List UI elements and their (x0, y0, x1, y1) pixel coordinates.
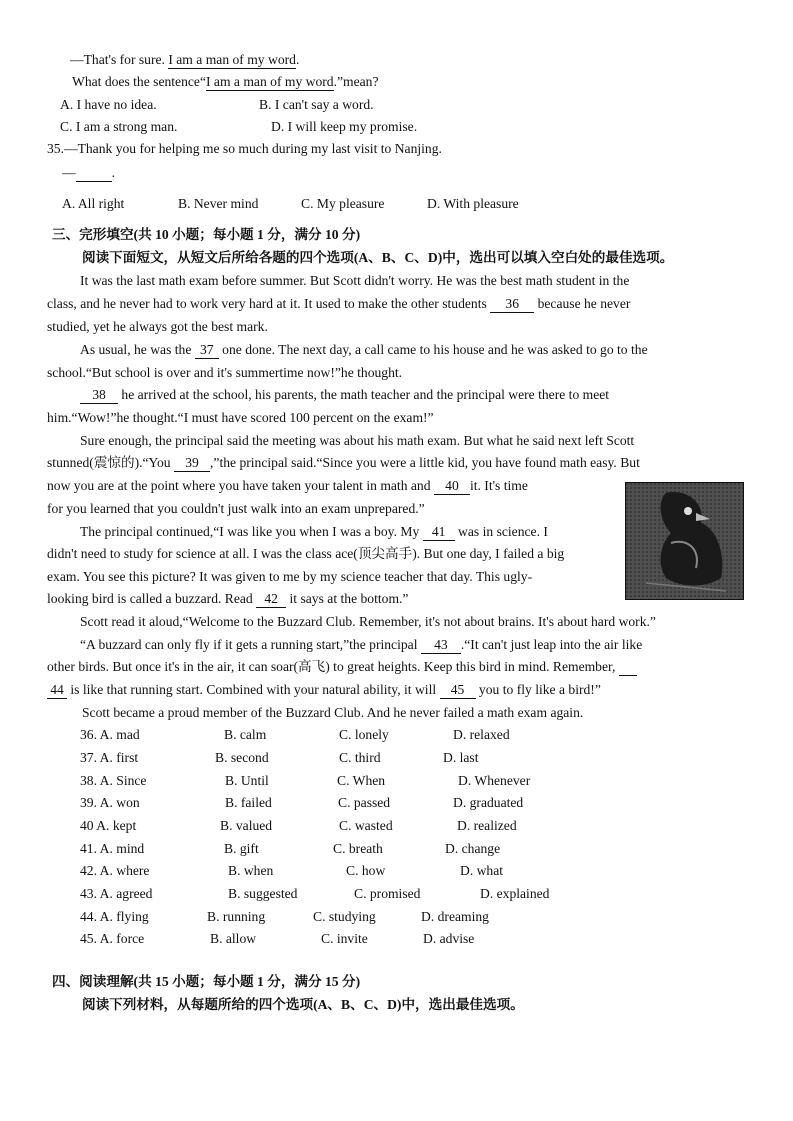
q35-reply: — . (62, 165, 115, 180)
blank-44-start (619, 659, 637, 676)
choice-option: C. wasted (339, 818, 393, 833)
choice-option: B. failed (225, 795, 272, 810)
blank-39: 39 (174, 455, 210, 472)
choice-option: 36. A. mad (80, 727, 140, 742)
choice-option: B. gift (224, 841, 259, 856)
choice-option: 44. A. flying (80, 909, 149, 924)
choice-option: 41. A. mind (80, 841, 145, 856)
choice-option: 43. A. agreed (80, 886, 153, 901)
choice-option: 37. A. first (80, 750, 139, 765)
choice-option: D. dreaming (421, 909, 489, 924)
passage-line: didn't need to study for science at all. I was the class ace(顶尖高手). But one day, I failed a big (47, 546, 565, 561)
choice-option: B. Until (225, 773, 269, 788)
choice-option: D. last (443, 750, 479, 765)
passage-line: exam. You see this picture? It was given to me by my science teacher that day. This ugly- (47, 569, 533, 584)
passage-line: 38 he arrived at the school, his parents, the math teacher and the principal were there to meet (80, 386, 609, 404)
choice-option: 40 A. kept (80, 818, 137, 833)
blank-38: 38 (80, 387, 118, 404)
choice-option: B. valued (220, 818, 273, 833)
choice-option: C. how (346, 863, 386, 878)
buzzard-icon (626, 483, 743, 599)
choice-option: B. when (228, 863, 274, 878)
passage-line: school.“But school is over and it's summertime now!”he thought. (47, 365, 403, 380)
blank-45: 45 (440, 682, 476, 699)
q34-option-b: B. I can't say a word. (259, 97, 374, 112)
q34-option-c: C. I am a strong man. (60, 119, 178, 134)
passage-line: stunned(震惊的).“You 39 ,”the principal said.“Since you were a little kid, you have found math easy. But (47, 455, 640, 470)
passage-line: It was the last math exam before summer. But Scott didn't worry. He was the best math student in the (80, 273, 630, 288)
q34-option-a: A. I have no idea. (60, 97, 157, 112)
passage-line: him.“Wow!”he thought.“I must have scored 100 percent on the exam!” (47, 410, 434, 425)
blank-36: 36 (490, 296, 534, 313)
passage-line: looking bird is called a buzzard. Read 42 it says at the bottom.” (47, 591, 409, 606)
passage-line: The principal continued,“I was like you when I was a boy. My 41 was in science. I (80, 524, 548, 539)
passage-line: for you learned that you couldn't just walk into an exam unprepared.” (47, 501, 425, 516)
section4-heading: 四、阅读理解(共 15 小题；每小题 1 分，满分 15 分) (52, 974, 361, 989)
choice-option: C. lonely (339, 727, 389, 742)
choice-option: B. running (207, 909, 266, 924)
choice-option: D. advise (423, 931, 475, 946)
passage-line: 44 is like that running start. Combined with your natural ability, it will 45 you to fly like a bird!” (47, 681, 601, 699)
passage-line: Scott read it aloud,“Welcome to the Buzzard Club. Remember, it's not about brains. It's about hard work.” (80, 614, 656, 629)
choice-option: D. graduated (453, 795, 524, 810)
q35-option-c: C. My pleasure (301, 196, 385, 211)
choice-option: C. When (337, 773, 386, 788)
section4-instruction: 阅读下列材料，从每题所给的四个选项(A、B、C、D)中，选出最佳选项。 (82, 997, 524, 1012)
section3-heading: 三、完形填空(共 10 小题；每小题 1 分，满分 10 分) (52, 227, 361, 242)
choice-option: C. passed (338, 795, 391, 810)
q34-reply: —That's for sure. I am a man of my word. (70, 52, 300, 67)
blank-44: 44 (47, 682, 67, 699)
choice-option: 45. A. force (80, 931, 145, 946)
q35-prompt: 35.—Thank you for helping me so much during my last visit to Nanjing. (47, 141, 442, 156)
passage-line: As usual, he was the 37 one done. The next day, a call came to his house and he was asked to go to the (80, 342, 648, 357)
q34-question: What does the sentence“I am a man of my word.”mean? (72, 74, 379, 89)
blank-43: 43 (421, 637, 461, 654)
answer-blank (76, 165, 112, 182)
q35-option-d: D. With pleasure (427, 196, 519, 211)
choice-option: B. suggested (228, 886, 298, 901)
section3-instruction: 阅读下面短文，从短文后所给各题的四个选项(A、B、C、D)中，选出可以填入空白处的最佳选项。 (82, 250, 674, 265)
choice-option: D. realized (457, 818, 517, 833)
blank-41: 41 (423, 524, 455, 541)
choice-option: B. calm (224, 727, 267, 742)
passage-line: Scott became a proud member of the Buzzard Club. And he never failed a math exam again. (82, 705, 584, 720)
choice-option: C. promised (354, 886, 421, 901)
buzzard-picture (625, 482, 744, 600)
choice-option: B. allow (210, 931, 257, 946)
underlined-phrase: I am a man of my word (206, 74, 334, 89)
passage-line: now you are at the point where you have taken your talent in math and 40 it. It's time (47, 478, 528, 493)
blank-40: 40 (434, 478, 470, 495)
passage-line: studied, yet he always got the best mark. (47, 319, 268, 334)
passage-line: other birds. But once it's in the air, it can soar(高飞) to great heights. Keep this bird in mind. Remember, (47, 658, 637, 676)
choice-option: 38. A. Since (80, 773, 147, 788)
choice-option: D. relaxed (453, 727, 510, 742)
blank-42: 42 (256, 591, 286, 608)
choice-option: D. Whenever (458, 773, 531, 788)
choice-option: D. change (445, 841, 501, 856)
q35-option-b: B. Never mind (178, 196, 259, 211)
choice-option: C. third (339, 750, 381, 765)
passage-line: “A buzzard can only fly if it gets a running start,”the principal 43 .“It can't just leap into the air like (80, 637, 643, 652)
q34-option-d: D. I will keep my promise. (271, 119, 418, 134)
choice-option: C. invite (321, 931, 368, 946)
choice-option: 42. A. where (80, 863, 150, 878)
choice-option: B. second (215, 750, 269, 765)
blank-37: 37 (195, 342, 219, 359)
passage-line: class, and he never had to work very hard at it. It used to make the other students 36 because he never (47, 296, 631, 311)
passage-line: Sure enough, the principal said the meeting was about his math exam. But what he said next left Scott (80, 433, 635, 448)
underlined-phrase: I am a man of my word (168, 52, 296, 67)
q35-option-a: A. All right (62, 196, 125, 211)
choice-option: 39. A. won (80, 795, 140, 810)
choice-option: D. explained (480, 886, 550, 901)
choice-option: C. breath (333, 841, 383, 856)
choice-option: D. what (460, 863, 504, 878)
choice-option: C. studying (313, 909, 376, 924)
